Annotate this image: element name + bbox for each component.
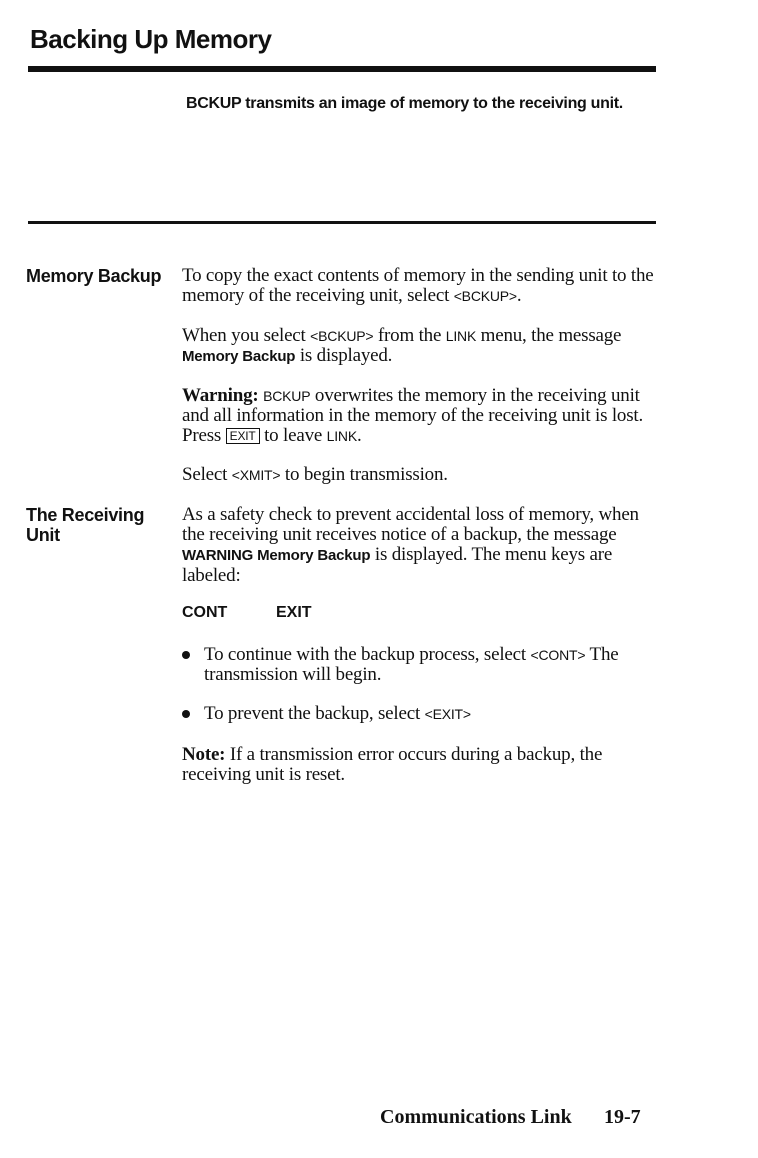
code-cont: <CONT> — [530, 647, 586, 663]
menu-key-cont: CONT — [182, 604, 228, 621]
text: If a transmission error occurs during a backup, the receiving unit is reset. — [182, 744, 603, 785]
code-bckup: <BCKUP> — [453, 288, 517, 304]
text: is displayed. — [295, 345, 393, 366]
text: When you select — [182, 325, 311, 346]
footer-chapter: Communications Link — [380, 1106, 572, 1128]
message-warning-memory-backup: WARNING Memory Backup — [182, 547, 371, 564]
bullet-icon — [182, 710, 190, 718]
text: from the — [373, 325, 446, 346]
page-number: 19-7 — [604, 1106, 641, 1128]
text: As a safety check to prevent accidental loss of memory, when the receiving unit receives notice of a backup, the message — [182, 504, 639, 545]
paragraph-safety-check — [182, 505, 662, 586]
heading-line: Unit — [26, 525, 60, 545]
text: Select — [182, 464, 232, 485]
heading-line: The Receiving — [26, 505, 145, 525]
text: To continue with the backup process, select — [204, 644, 531, 665]
note-label: Note: — [182, 744, 226, 765]
text: overwrites the memory in the receiving unit and all information in the memory of the receiving unit is lost. Press — [182, 385, 644, 446]
paragraph-warning — [182, 386, 662, 446]
code-exit: <EXIT> — [424, 706, 471, 722]
text: menu, the message — [476, 325, 622, 346]
code-bckup: <BCKUP> — [310, 328, 374, 344]
text: is displayed. The menu keys are labeled: — [182, 544, 613, 586]
section-divider — [28, 221, 656, 224]
text: to leave — [259, 425, 327, 446]
code-link: LINK — [326, 428, 357, 444]
message-memory-backup: Memory Backup — [182, 348, 296, 365]
code-xmit: <XMIT> — [231, 467, 281, 483]
text: . — [516, 285, 522, 306]
text: To copy the exact contents of memory in the sending unit to the memory of the receiving unit, select — [182, 265, 654, 306]
section-heading-memory-backup: Memory Backup — [26, 266, 162, 286]
text: . — [356, 425, 362, 446]
page-subtitle: BCKUP transmits an image of memory to the receiving unit. — [186, 95, 623, 112]
code-link: LINK — [445, 328, 477, 344]
paragraph-copy-contents — [182, 266, 662, 306]
menu-key-exit: EXIT — [276, 604, 312, 621]
title-divider — [28, 66, 656, 72]
paragraph-note — [182, 745, 662, 785]
warning-label: Warning: — [182, 385, 259, 406]
code-bckup: BCKUP — [263, 388, 311, 404]
exit-key-icon: EXIT — [226, 428, 260, 444]
section-heading-receiving-unit — [26, 505, 144, 545]
paragraph-select-xmit — [182, 465, 662, 485]
text: To prevent the backup, select — [204, 703, 425, 724]
page-title: Backing Up Memory — [30, 24, 272, 54]
bullet-icon — [182, 651, 190, 659]
text: The transmission will begin. — [204, 644, 619, 685]
paragraph-select-bckup — [182, 326, 662, 367]
list-item — [182, 704, 662, 724]
list-item — [182, 645, 662, 685]
text: to begin transmission. — [280, 464, 448, 485]
